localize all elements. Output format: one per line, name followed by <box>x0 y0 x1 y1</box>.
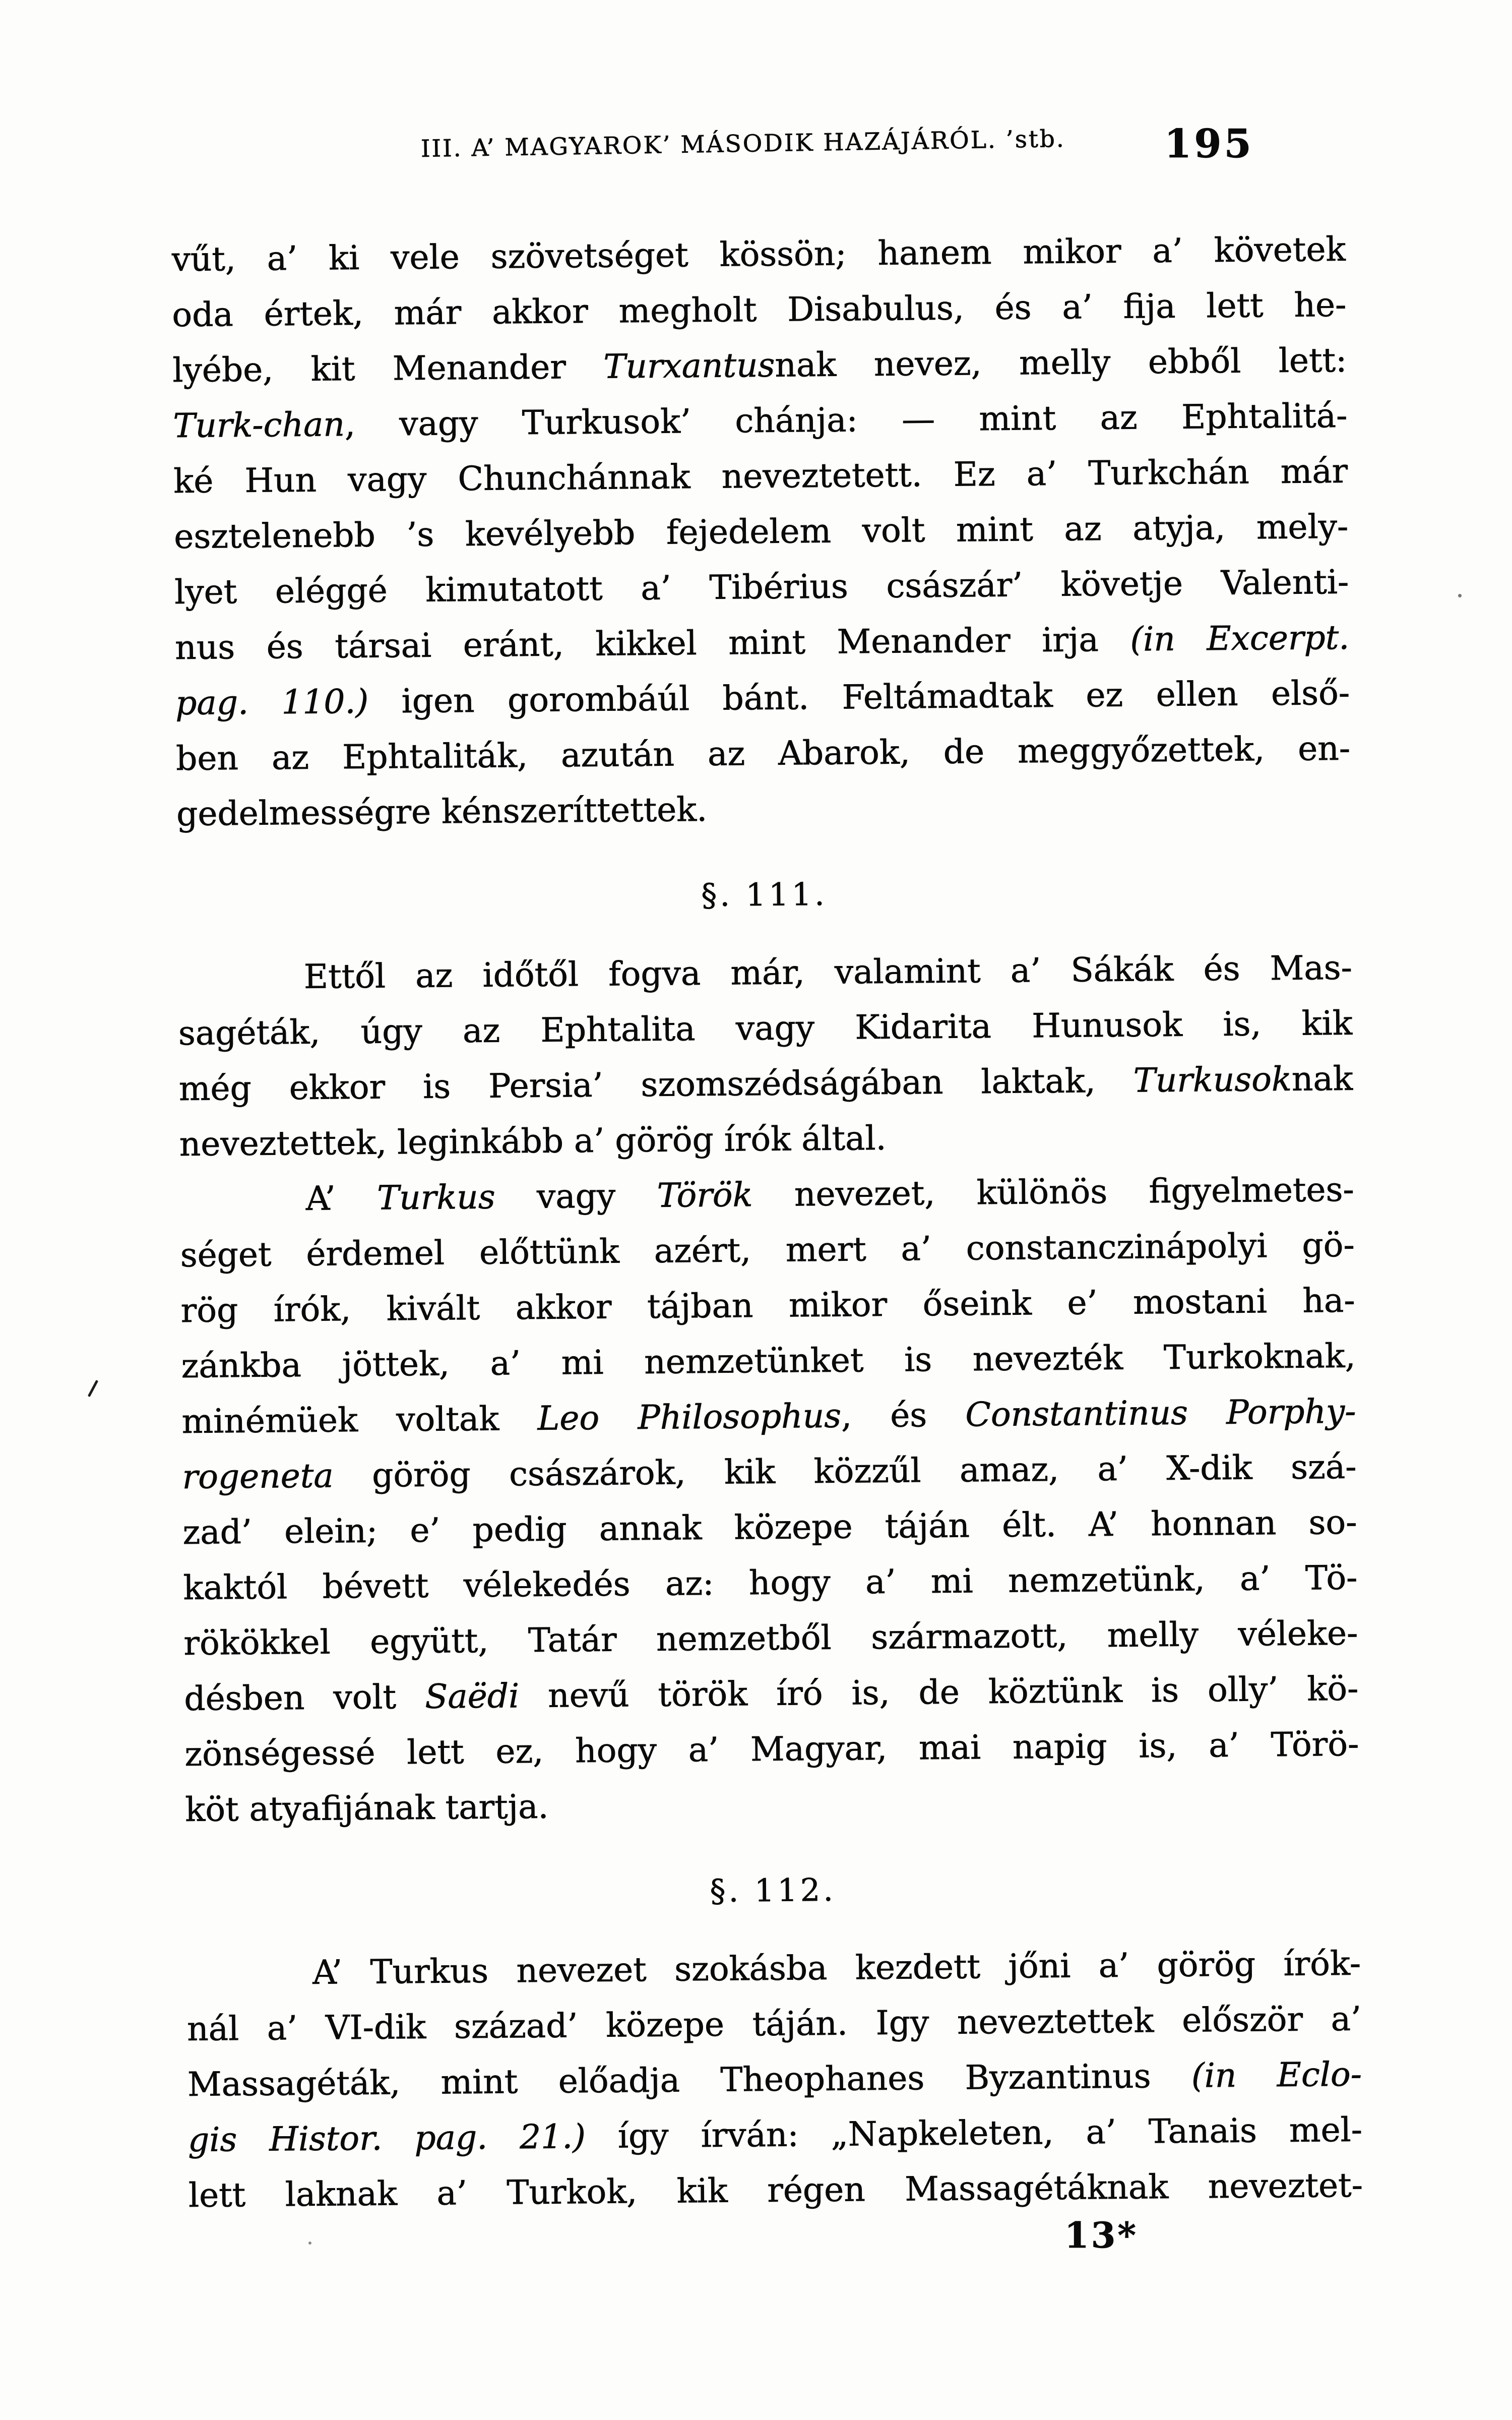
body-text: görög császárok, kik közzűl amaz, a’ X-dik szá- <box>333 1447 1357 1495</box>
text-line <box>185 1772 1360 1838</box>
section-heading: §. 111. <box>701 875 828 914</box>
text-block <box>171 222 1363 2223</box>
body-text: Ettől az időtől fogva már, valamint a’ Sákák és Mas- <box>303 948 1353 996</box>
italic-text: Turkus <box>376 1177 495 1218</box>
italic-text: Constantinus Porphy- <box>965 1392 1356 1434</box>
body-text: zánkba jöttek, a’ mi nemzetünket is nevezték Turkoknak, <box>181 1336 1356 1386</box>
body-text: vagy <box>495 1176 658 1217</box>
text-line <box>178 1051 1353 1117</box>
body-text: , és <box>841 1395 966 1435</box>
body-text: A’ <box>305 1178 377 1218</box>
text-line <box>181 1328 1356 1394</box>
body-text: , vagy Turkusok’ chánja: — mint az Ephtalitá- <box>344 396 1348 444</box>
text-line <box>171 222 1346 287</box>
body-text: lett laknak a’ Turkok, kik régen Massagétáknak neveztet- <box>188 2165 1363 2215</box>
italic-text: Turkusok <box>1133 1059 1292 1100</box>
body-text: sagéták, úgy az Ephtalita vagy Kidarita Hunusok is, kik <box>178 1003 1353 1053</box>
body-text: köt atyafijának tartja. <box>185 1787 549 1830</box>
italic-text: Török <box>657 1175 753 1215</box>
body-text: nál a’ VI-dik század’ közepe táján. Igy neveztettek először a’ <box>186 1999 1362 2049</box>
text-line <box>184 1717 1359 1782</box>
text-line <box>180 1218 1355 1283</box>
text-line <box>176 776 1351 842</box>
body-text: désben volt <box>184 1677 425 1719</box>
body-text: nak nevez, melly ebből lett: <box>775 340 1347 385</box>
text-line <box>187 2047 1362 2112</box>
text-line <box>188 2102 1363 2168</box>
text-line <box>177 940 1352 1006</box>
text-line <box>176 721 1351 786</box>
body-text: neveztettek, leginkább a’ görög írók által. <box>179 1118 887 1164</box>
body-text: lyébe, kit Menander <box>172 347 604 390</box>
body-text: A’ Turkus nevezet szokásba kezdett jőni a’ görög írók- <box>312 1944 1361 1992</box>
body-text: nak <box>1291 1059 1354 1099</box>
italic-text: Turk-chan <box>173 405 345 446</box>
text-line <box>174 499 1349 565</box>
body-text: kaktól bévett vélekedés az: hogy a’ mi nemzetünk, a’ Tö- <box>183 1558 1358 1608</box>
body-text: zönségessé lett ez, hogy a’ Magyar, mai napig is, a’ Törö- <box>184 1724 1359 1774</box>
body-text: gedelmességre kénszeríttettek. <box>176 790 708 834</box>
body-text: séget érdemel előttünk azért, mert a’ constanczinápolyi gö- <box>180 1225 1355 1275</box>
text-line <box>179 1107 1354 1172</box>
page-number: 195 <box>1164 121 1254 167</box>
text-line <box>183 1606 1358 1671</box>
section-heading: §. 112. <box>710 1871 837 1909</box>
body-text: nevezet, különös figyelmetes- <box>752 1170 1355 1215</box>
body-text: még ekkor is Persia’ szomszédságában laktak, <box>178 1061 1134 1109</box>
italic-text: gis Histor. pag. 21.) <box>187 2117 586 2160</box>
text-line <box>182 1495 1357 1560</box>
italic-text: Saëdi <box>424 1676 520 1716</box>
body-text: esztelenebb ’s kevélyebb fejedelem volt mint az atyja, mely- <box>173 507 1349 557</box>
italic-text: pag. 110.) <box>175 682 369 723</box>
text-line <box>172 277 1347 343</box>
text-line <box>174 555 1349 620</box>
text-line <box>172 333 1347 398</box>
ink-speck <box>1458 594 1462 597</box>
text-line <box>179 1162 1354 1228</box>
signature-mark: 13* <box>1064 2214 1139 2256</box>
body-text: zad’ elein; e’ pedig annak közepe táján élt. A’ honnan so- <box>182 1502 1357 1552</box>
text-line <box>178 996 1353 1061</box>
body-text: minémüek voltak <box>181 1399 538 1441</box>
body-text: vűt, a’ ki vele szövetséget kössön; hanem mikor a’ követek <box>171 229 1346 279</box>
italic-text: rogeneta <box>182 1456 334 1497</box>
text-line <box>175 610 1350 676</box>
body-text: rökökkel együtt, Tatár nemzetből származott, melly véleke- <box>183 1613 1358 1663</box>
body-text: így írván: „Napkeleten, a’ Tanais mel- <box>585 2110 1363 2156</box>
body-text: rög írók, kivált akkor tájban mikor őseink e’ mostani ha- <box>180 1281 1355 1330</box>
body-text: igen gorombáúl bánt. Feltámadtak ez ellen első- <box>368 673 1350 721</box>
body-text: ben az Ephtaliták, azután az Abarok, de meggyőzettek, en- <box>175 729 1351 778</box>
text-line <box>182 1439 1357 1505</box>
text-line <box>173 388 1348 454</box>
italic-text: (in Eclo- <box>1191 2054 1362 2095</box>
body-text: lyet eléggé kimutatott a’ Tibérius császár’ követje Valenti- <box>174 562 1349 612</box>
text-line <box>186 1936 1361 2002</box>
body-text: Massagéták, mint előadja Theophanes Byzantinus <box>187 2056 1192 2104</box>
text-line <box>183 1550 1358 1616</box>
text-line <box>180 1273 1355 1339</box>
text-line <box>175 666 1350 731</box>
italic-text: Leo Philosophus <box>537 1396 842 1438</box>
body-text: nus és társai eránt, kikkel mint Menander irja <box>174 620 1130 668</box>
ink-speck <box>88 1380 98 1397</box>
text-line <box>187 1991 1362 2057</box>
text-line <box>181 1384 1356 1449</box>
text-line <box>173 444 1348 509</box>
text-line <box>184 1661 1359 1727</box>
text-line <box>188 2158 1363 2223</box>
ink-speck <box>308 2242 311 2245</box>
body-text: ké Hun vagy Chunchánnak neveztetett. Ez a’ Turkchán már <box>173 451 1348 501</box>
running-header: III. A’ MAGYAROK’ MÁSODIK HAZÁJÁRÓL. ’stb. <box>420 125 1066 163</box>
body-text: oda értek, már akkor megholt Disabulus, és a’ fija lett he- <box>172 285 1347 335</box>
italic-text: Turxantus <box>603 345 775 386</box>
italic-text: (in Excerpt. <box>1130 618 1350 659</box>
body-text: nevű török író is, de köztünk is olly’ kö- <box>519 1669 1359 1716</box>
